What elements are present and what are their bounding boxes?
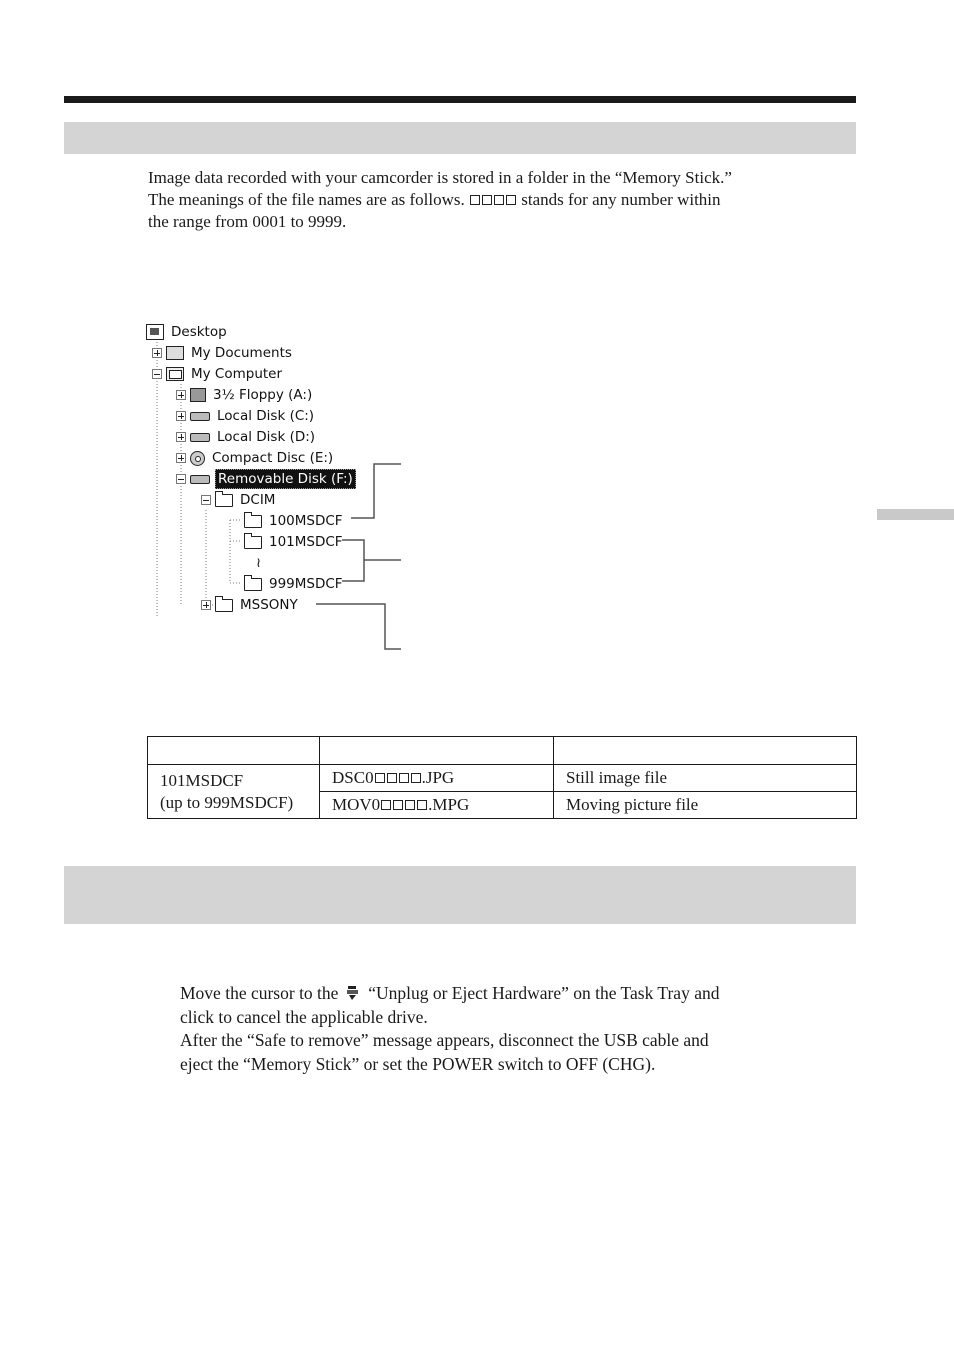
tree-label: 3½ Floppy (A:) — [213, 387, 313, 403]
expand-icon[interactable] — [176, 432, 186, 442]
tree-item-101msdcf[interactable] — [244, 533, 345, 551]
my-documents-icon — [166, 346, 184, 360]
folder-tree — [146, 320, 566, 660]
placeholder-boxes — [380, 795, 428, 814]
unplug-eject-hardware-icon — [346, 985, 360, 1001]
folder-icon — [215, 599, 233, 612]
section-header-band — [64, 122, 856, 154]
tree-label: My Documents — [191, 345, 292, 361]
tree-item-my-documents[interactable] — [152, 344, 294, 362]
tree-item-desktop[interactable] — [146, 323, 229, 341]
file-suffix: .JPG — [421, 768, 455, 787]
tree-item-local-disk-c[interactable] — [176, 407, 316, 425]
step-line-1 — [180, 982, 850, 1006]
tree-label: 999MSDCF — [269, 576, 343, 592]
folder-range: (up to 999MSDCF) — [160, 792, 294, 812]
tree-item-my-computer[interactable] — [152, 365, 284, 383]
floppy-drive-icon — [190, 388, 206, 402]
expand-icon[interactable] — [152, 348, 162, 358]
table-header-cell — [554, 737, 857, 765]
table-header-row — [148, 737, 857, 765]
disconnect-instructions — [180, 982, 850, 1076]
tree-label: ≀ — [256, 555, 262, 571]
tree-ellipsis — [254, 554, 263, 572]
tree-item-dcim[interactable] — [201, 491, 277, 509]
intro-line-1: Image data recorded with your camcorder is stored in a folder in the “Memory Stick.” — [148, 168, 732, 187]
placeholder-boxes — [374, 768, 422, 787]
collapse-icon[interactable] — [176, 474, 186, 484]
tree-label: Compact Disc (E:) — [212, 450, 334, 466]
tree-label: My Computer — [191, 366, 283, 382]
tree-item-100msdcf[interactable] — [244, 512, 345, 530]
expand-icon[interactable] — [176, 411, 186, 421]
intro-line-2-end: stands for any number within — [521, 190, 721, 209]
top-rule — [64, 96, 856, 103]
tree-label: 100MSDCF — [269, 513, 343, 529]
tree-label: Desktop — [171, 324, 227, 340]
tree-label: MSSONY — [240, 597, 298, 613]
step-line-3: After the “Safe to remove” message appears, disconnect the USB cable and — [180, 1030, 709, 1050]
step-line-2: click to cancel the applicable drive. — [180, 1006, 428, 1027]
step-line-4: eject the “Memory Stick” or set the POWER switch to OFF (CHG). — [180, 1053, 656, 1074]
file-name-table — [147, 736, 857, 819]
expand-icon[interactable] — [201, 600, 211, 610]
hard-drive-icon — [190, 412, 210, 421]
meaning-cell: Moving picture file — [554, 792, 857, 819]
tree-label: 101MSDCF — [269, 534, 343, 550]
tree-label-selected: Removable Disk (F:) — [215, 469, 356, 489]
tree-item-compact-disc[interactable] — [176, 449, 335, 467]
intro-line-3: the range from 0001 to 9999. — [148, 212, 347, 231]
folder-cell — [148, 765, 320, 819]
folder-icon — [244, 578, 262, 591]
intro-line-2-start: The meanings of the file names are as follows. — [148, 190, 465, 209]
file-prefix: DSC0 — [332, 768, 374, 787]
side-index-tab — [877, 509, 954, 520]
expand-icon[interactable] — [176, 453, 186, 463]
table-header-cell — [320, 737, 554, 765]
hard-drive-icon — [190, 433, 210, 442]
table-row — [148, 765, 857, 792]
tree-item-999msdcf[interactable] — [244, 575, 345, 593]
folder-icon — [244, 536, 262, 549]
collapse-icon[interactable] — [201, 495, 211, 505]
folder-icon — [215, 494, 233, 507]
folder-name: 101MSDCF — [160, 770, 244, 790]
file-name-cell — [320, 765, 554, 792]
intro-paragraph — [148, 167, 848, 233]
table-header-cell — [148, 737, 320, 765]
desktop-icon — [146, 324, 164, 340]
expand-icon[interactable] — [176, 390, 186, 400]
file-suffix: .MPG — [428, 795, 470, 814]
tree-label: DCIM — [240, 492, 276, 508]
step-line-1-start: Move the cursor to the — [180, 983, 339, 1003]
placeholder-boxes — [469, 190, 517, 209]
tree-label: Local Disk (C:) — [217, 408, 315, 424]
section-header-band-2 — [64, 866, 856, 924]
tree-item-removable-disk[interactable] — [176, 470, 356, 488]
folder-icon — [244, 515, 262, 528]
tree-label: Local Disk (D:) — [217, 429, 316, 445]
intro-line-2 — [148, 189, 848, 211]
removable-drive-icon — [190, 475, 210, 484]
file-prefix: MOV0 — [332, 795, 381, 814]
meaning-cell: Still image file — [554, 765, 857, 792]
tree-item-floppy[interactable] — [176, 386, 314, 404]
collapse-icon[interactable] — [152, 369, 162, 379]
tree-item-mssony[interactable] — [201, 596, 300, 614]
cd-drive-icon — [190, 451, 205, 466]
tree-item-local-disk-d[interactable] — [176, 428, 317, 446]
my-computer-icon — [166, 367, 184, 381]
file-name-cell — [320, 792, 554, 819]
step-line-1-end: “Unplug or Eject Hardware” on the Task Tray and — [368, 983, 720, 1003]
